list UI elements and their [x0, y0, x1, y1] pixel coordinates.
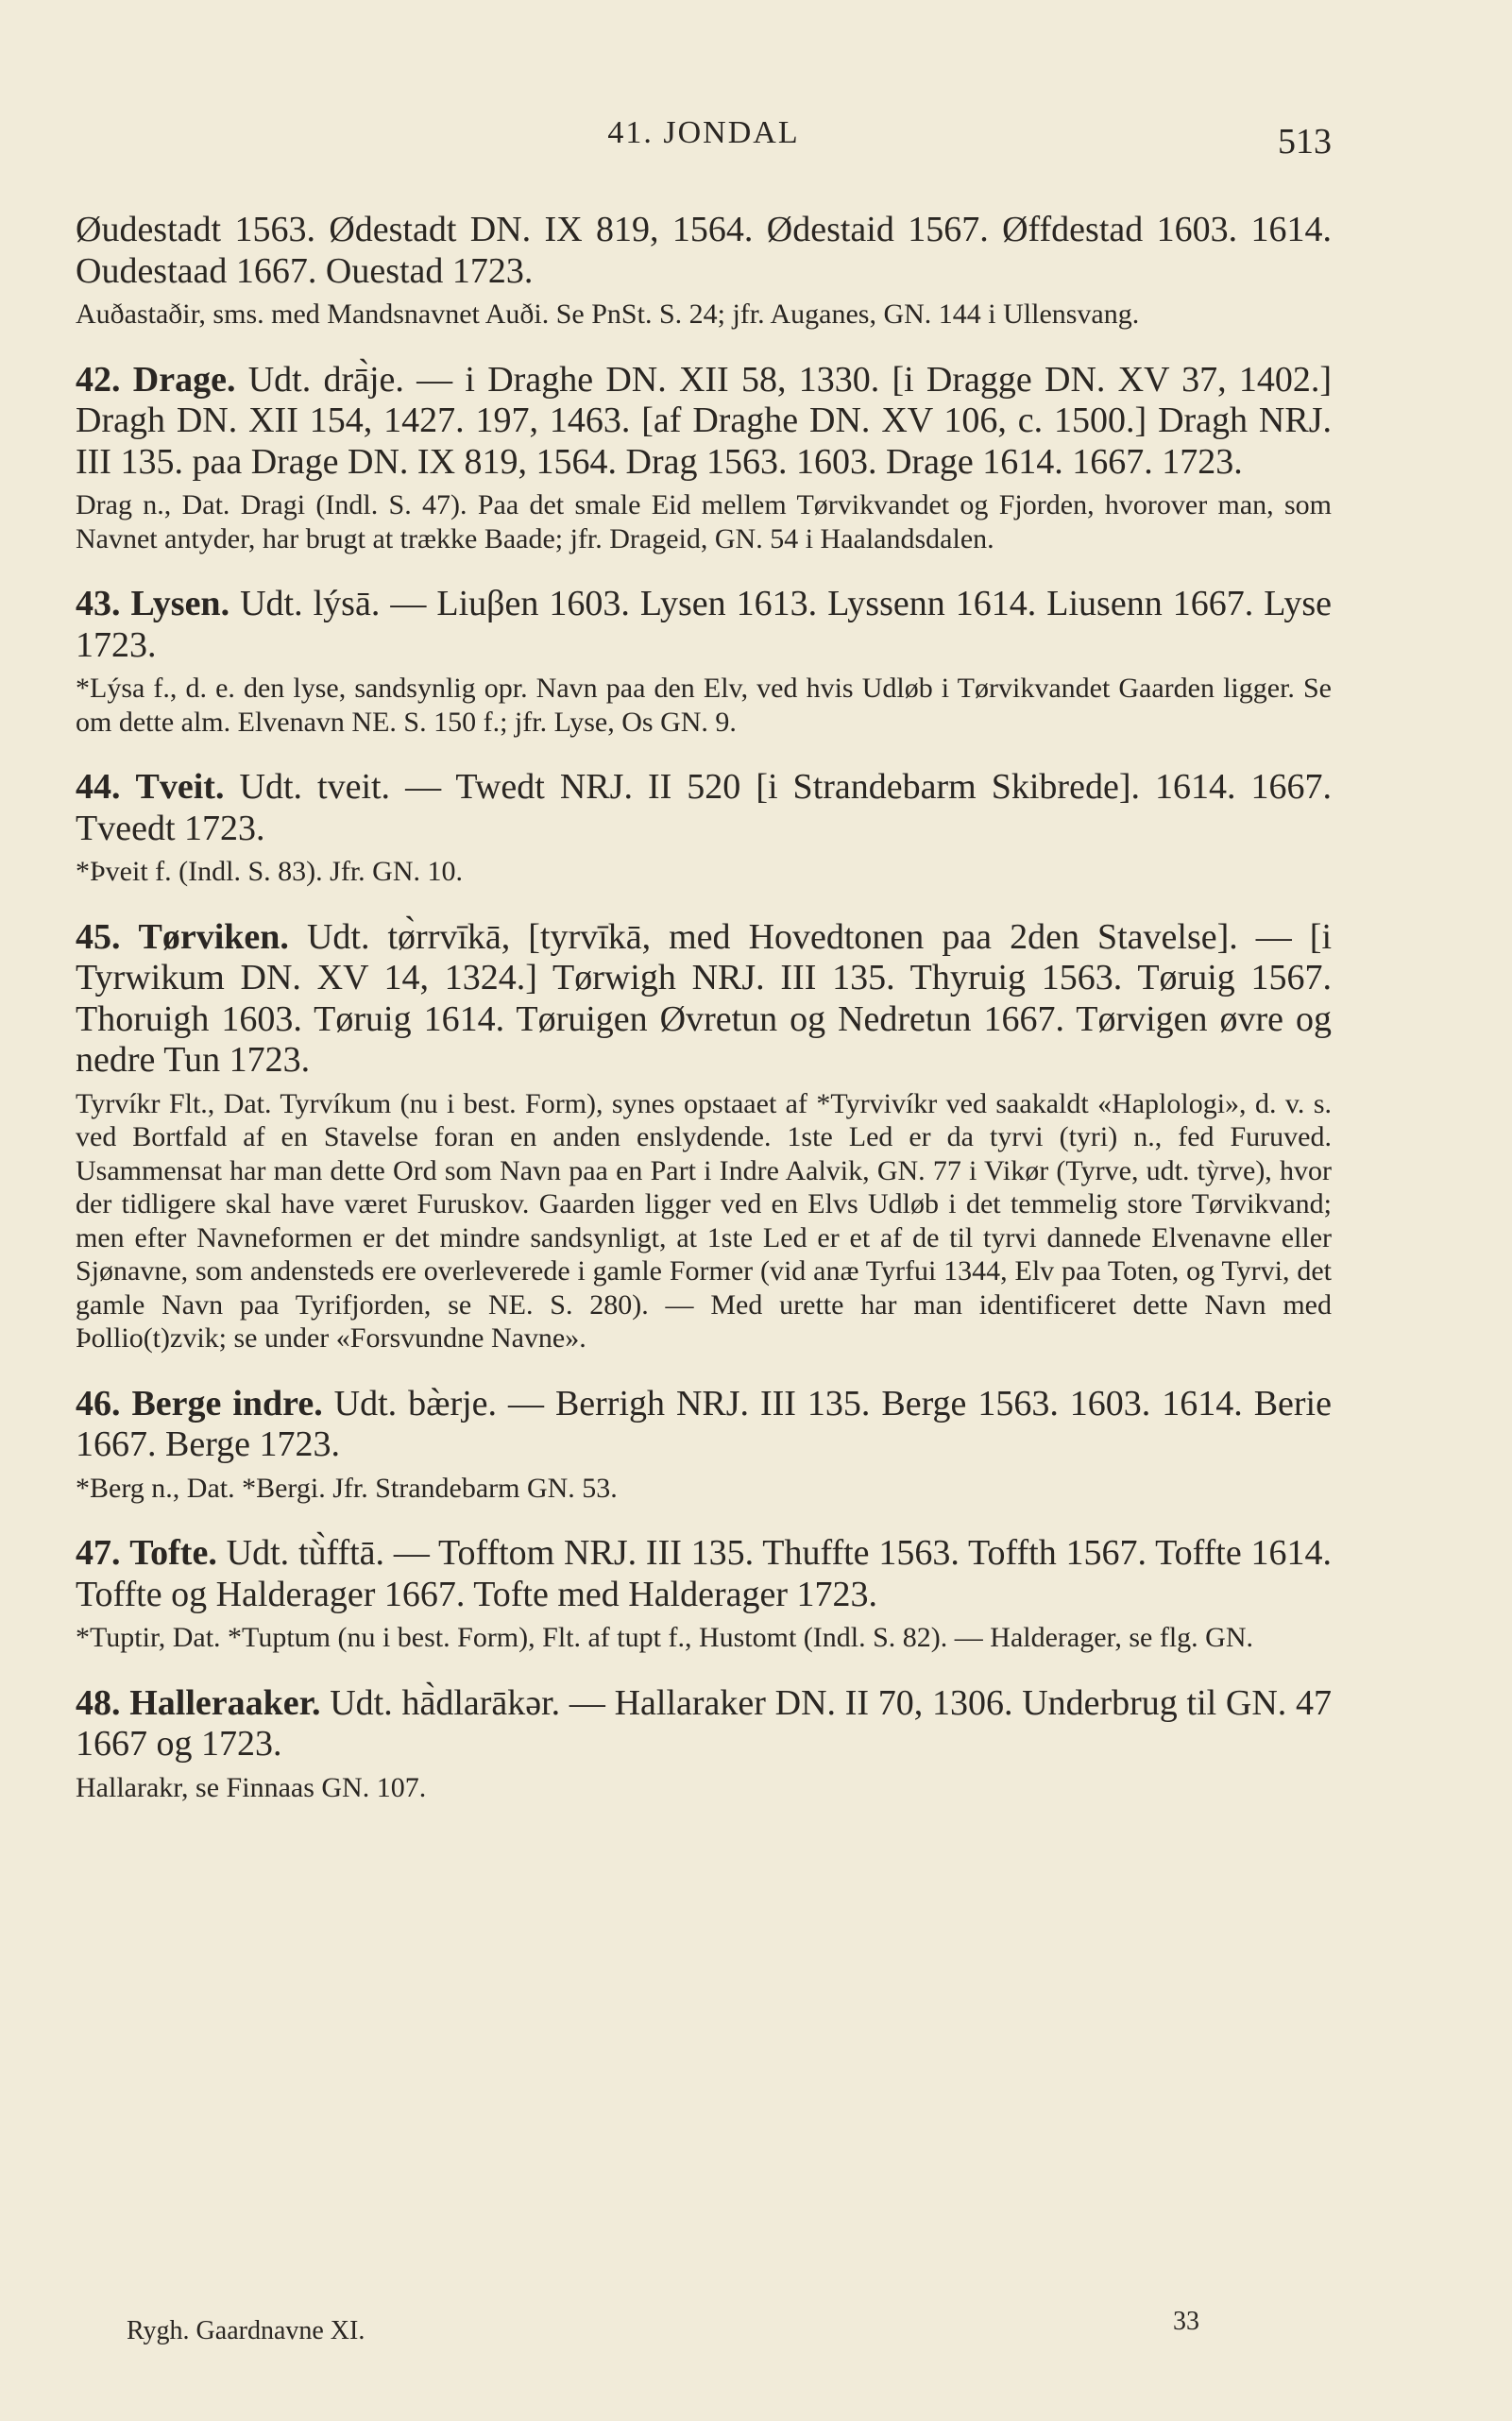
page-header [76, 115, 1332, 162]
entry-main-text: Øudestadt 1563. Ødestadt DN. IX 819, 1564. Ødestaid 1567. Øffdestad 1603. 1614. Oudestaad 1667. Ouestad 1723. [76, 210, 1332, 291]
entry-number: 42. [76, 359, 121, 400]
entry-name: Halleraaker. [129, 1682, 321, 1723]
entry-main-text: Udt. tveit. — Twedt NRJ. II 520 [i Strandebarm Skibrede]. 1614. 1667. Tveedt 1723. [76, 767, 1333, 848]
entry-note: Tyrvíkr Flt., Dat. Tyrvíkum (nu i best. Form), synes opstaaet af *Tyrvivíkr ved saakaldt «Haplologi», d. v. s. ved Bortfald af en Stavelse foran en anden enslydende. 1ste Led er da tyrvi (tyri) n., fed Furuved. Usammensat har man dette Ord som Navn paa en Part i Indre Aalvik, GN. 77 i Vikør (Tyrve, udt. tỳrve), hvor der tidligere skal have været Furuskov. Gaarden ligger ved en Elvs Udløb i det temmelig store Tørvikvand; men efter Navneformen er det mindre sandsynligt, at 1ste Led er et af de til tyrvi dannede Elvenavne eller Sjønavne, som andensteds ere overleverede i gamle Former (vid anæ Tyrfui 1344, Elv paa Toten, og Tyrvi, det gamle Navn paa Tyrifjorden, se NE. S. 280). — Med urette har man identificeret dette Navn med Þollio(t)zvik; se under «Forsvundne Navne». [76, 1087, 1332, 1354]
entry-main-text: Udt. hā̀dlarākər. — Hallaraker DN. II 70, 1306. Underbrug til GN. 47 1667 og 1723. [76, 1682, 1333, 1764]
entry-43 [76, 584, 1332, 739]
entry-main-text: Udt. tø̀rrvīkā, [tyrvīkā, med Hovedtonen paa 2den Stavelse]. — [i Tyrwikum DN. XV 14, 1324.] Tørwigh NRJ. III 135. Thyruig 1563. Tøruig 1567. Thoruigh 1603. Tøruig 1614. Tøruigen Øvretun og Nedretun 1667. Tørvigen øvre og nedre Tun 1723. [76, 916, 1333, 1080]
entry-48 [76, 1683, 1332, 1805]
entry-number: 43. [76, 584, 121, 623]
entry-main-text: Udt. lýsā. — Liuβen 1603. Lysen 1613. Lyssenn 1614. Liusenn 1667. Lyse 1723. [76, 584, 1333, 665]
entry-42 [76, 360, 1332, 556]
entry-main-text: Udt. bæ̀rje. — Berrigh NRJ. III 135. Berge 1563. 1603. 1614. Berie 1667. Berge 1723. [76, 1383, 1332, 1464]
entry-name: Drage. [132, 359, 236, 400]
running-title: 41. JONDAL [607, 115, 800, 150]
entry-note: *Berg n., Dat. *Bergi. Jfr. Strandebarm GN. 53. [76, 1472, 618, 1504]
page-number: 513 [1278, 122, 1332, 162]
entry-note: Drag n., Dat. Dragi (Indl. S. 47). Paa det smale Eid mellem Tørvikvandet og Fjorden, hvorover man, som Navnet antyder, har brugt at trække Baade; jfr. Drageid, GN. 54 i Haalandsdalen. [76, 489, 1332, 554]
footer-source: Rygh. Gaardnavne XI. [127, 2316, 365, 2345]
entry-number: 46. [76, 1383, 121, 1424]
entry-note: *Lýsa f., d. e. den lyse, sandsynlig opr. Navn paa den Elv, ved hvis Udløb i Tørvikvandet Gaarden ligger. Se om dette alm. Elvenavn NE. S. 150 f.; jfr. Lyse, Os GN. 9. [76, 673, 1332, 738]
entry-name: Lysen. [130, 584, 230, 623]
entry-note: *Tuptir, Dat. *Tuptum (nu i best. Form), Flt. af tupt f., Hustomt (Indl. S. 82). — Halderager, se flg. GN. [76, 1622, 1253, 1653]
signature-number: 33 [1173, 2307, 1199, 2336]
entry-note: Auðastaðir, sms. med Mandsnavnet Auði. Se PnSt. S. 24; jfr. Auganes, GN. 144 i Ullensvang. [76, 298, 1140, 330]
entry-47 [76, 1533, 1332, 1655]
page-footer [76, 2307, 1332, 2344]
entry-name: Tofte. [129, 1533, 217, 1573]
entry-number: 47. [76, 1533, 121, 1573]
body-text [76, 210, 1332, 1804]
entry-46 [76, 1384, 1332, 1506]
entry-continued [76, 210, 1332, 332]
entry-main-text: Udt. tù̀fftā. — Tofftom NRJ. III 135. Thuffte 1563. Toffth 1567. Toffte 1614. Toffte og Halderager 1667. Tofte med Halderager 1723. [76, 1533, 1332, 1614]
entry-number: 44. [76, 767, 121, 807]
entry-44 [76, 767, 1332, 889]
entry-name: Tørviken. [138, 916, 289, 957]
entry-number: 48. [76, 1682, 121, 1723]
entry-number: 45. [76, 916, 121, 957]
entry-name: Berge indre. [131, 1383, 323, 1424]
entry-note: *Þveit f. (Indl. S. 83). Jfr. GN. 10. [76, 856, 463, 887]
entry-main-text: Udt. drā̀je. — i Draghe DN. XII 58, 1330. [i Dragge DN. XV 37, 1402.] Dragh DN. XII 154, 1427. 197, 1463. [af Draghe DN. XV 106, c. 1500.] Dragh NRJ. III 135. paa Drage DN. IX 819, 1564. Drag 1563. 1603. Drage 1614. 1667. 1723. [76, 359, 1333, 482]
entry-name: Tveit. [135, 767, 225, 807]
entry-45 [76, 917, 1332, 1355]
entry-note: Hallarakr, se Finnaas GN. 107. [76, 1771, 427, 1803]
